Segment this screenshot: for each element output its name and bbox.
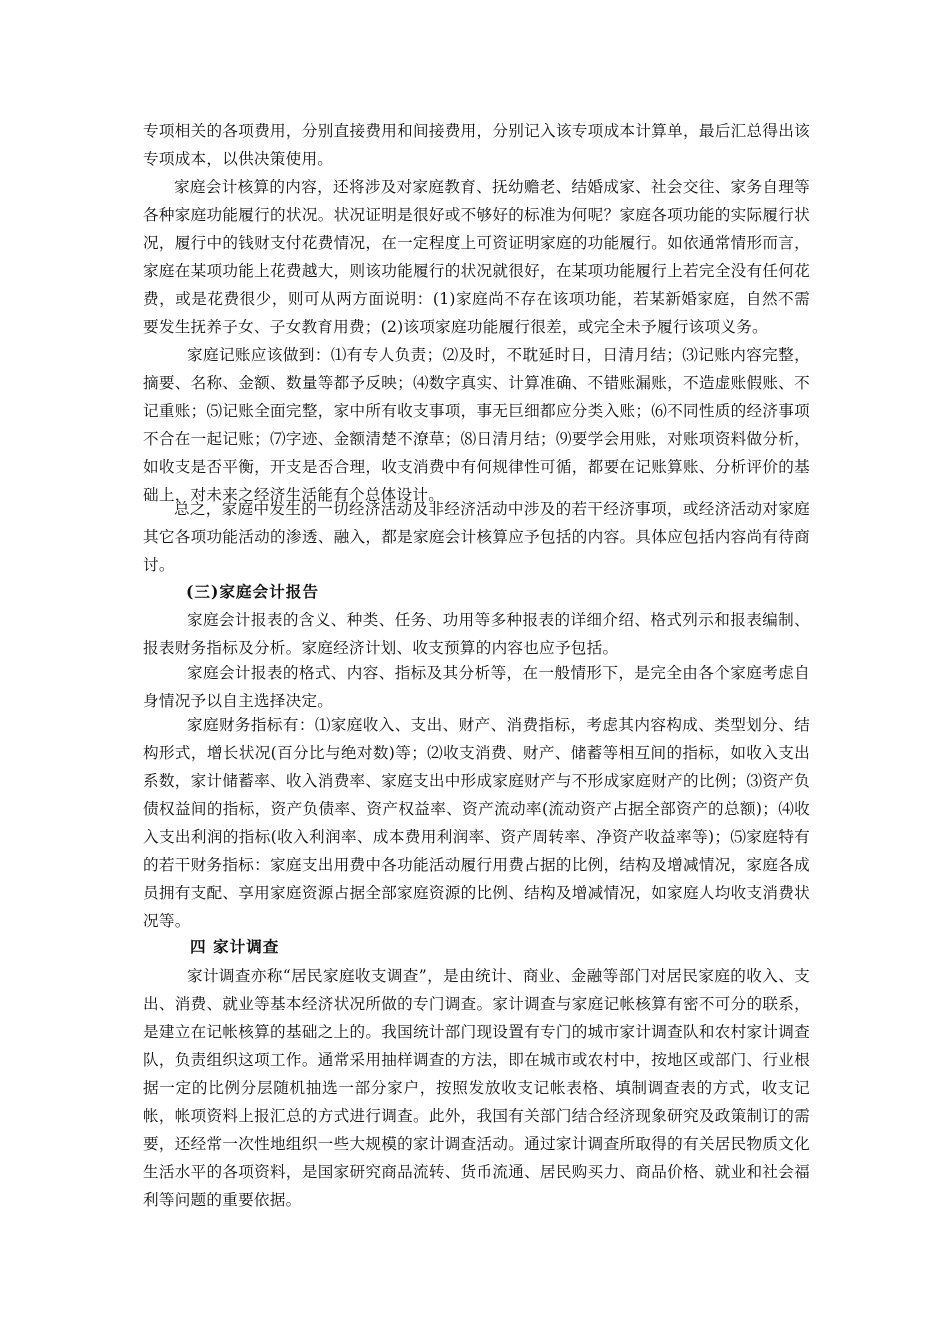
heading-family-accounting-report: (三)家庭会计报告 xyxy=(186,582,319,601)
paragraph-bookkeeping-rules: 家庭记账应该做到：⑴有专人负责；⑵及时，不耽延时日，日清月结；⑶记账内容完整，摘要、名称、金额、数量等都予反映；⑷数字真实、计算准确、不错账漏账，不造虚账假账、不记重账；⑸记账全面完整，家中所有收支事项，事无巨细都应分类入账；⑹不同性质的经济事项不合在一起记账；⑺字迹、金额清楚不潦草；⑻日清月结；⑼要学会用账，对账项资料做分析，如收支是否平衡，开支是否合理，收支消费中有何规律性可循，都要在记账算账、分析评价的基础上，对未来之经济生活能有个总体设计。 xyxy=(143,346,810,504)
paragraph-cost-summary: 专项相关的各项费用，分别直接费用和间接费用，分别记入该专项成本计算单，最后汇总得出该专项成本，以供决策使用。 xyxy=(143,122,810,168)
paragraph-summary: 总之，家庭中发生的一切经济活动及非经济活动中涉及的若干经济事项，或经济活动对家庭其它各项功能活动的渗透、融入，都是家庭会计核算应予包括的内容。具体应包括内容尚有待商讨。 xyxy=(143,500,810,574)
paragraph-financial-indicators: 家庭财务指标有：⑴家庭收入、支出、财产、消费指标，考虑其内容构成、类型划分、结构形式，增长状况(百分比与绝对数)等；⑵收支消费、财产、储蓄等相互间的指标，如收入支出系数，家计储蓄率、收入消费率、家庭支出中形成家庭财产与不形成家庭财产的比例；⑶资产负债权益间的指标，资产负债率、资产权益率、资产流动率(流动资产占据全部资产的总额)；⑷收入支出利润的指标(收入利润率、成本费用利润率、资产周转率、净资产收益率等)；⑸家庭特有的若干财务指标：家庭支出用费中各功能活动履行用费占据的比例，结构及增减情况，家庭各成员拥有支配、享用家庭资源占据全部家庭资源的比例、结构及增减情况，如家庭人均收支消费状况等。 xyxy=(143,716,810,930)
paragraph-report-content: 家庭会计报表的含义、种类、任务、功用等多种报表的详细介绍、格式列示和报表编制、报表财务指标及分析。家庭经济计划、收支预算的内容也应予包括。 xyxy=(143,611,810,657)
heading-household-survey: 四 家计调查 xyxy=(190,937,280,956)
paragraph-household-survey: 家计调查亦称“居民家庭收支调查”，是由统计、商业、金融等部门对居民家庭的收入、支出、消费、就业等基本经济状况所做的专门调查。家计调查与家庭记帐核算有密不可分的联系，是建立在记帐核算的基础之上的。我国统计部门现设置有专门的城市家计调查队和农村家计调查队，负责组织这项工作。通常采用抽样调查的方法，即在城市或农村中，按地区或部门、行业根据一定的比例分层随机抽选一部分家户，按照发放收支记帐表格、填制调查表的方式，收支记帐，帐项资料上报汇总的方式进行调查。此外，我国有关部门结合经济现象研究及政策制订的需要，还经常一次性地组织一些大规模的家计调查活动。通过家计调查所取得的有关居民物质文化生活水平的各项资料，是国家研究商品流转、货币流通、居民购买力、商品价格、就业和社会福利等问题的重要依据。 xyxy=(143,967,810,1209)
paragraph-family-functions: 家庭会计核算的内容，还将涉及对家庭教育、抚幼赡老、结婚成家、社会交往、家务自理等各种家庭功能履行的状况。状况证明是很好或不够好的标准为何呢？家庭各项功能的实际履行状况，履行中的钱财支付花费情况，在一定程度上可资证明家庭的功能履行。如依通常情形而言，家庭在某项功能上花费越大，则该功能履行的状况就很好，在某项功能履行上若完全没有任何花费，或是花费很少，则可从两方面说明：(1)家庭尚不存在该项功能，若某新婚家庭，自然不需要发生抚养子女、子女教育用费；(2)该项家庭功能履行很差，或完全未予履行该项义务。 xyxy=(143,178,810,336)
paragraph-report-format: 家庭会计报表的格式、内容、指标及其分析等，在一般情形下，是完全由各个家庭考虑自身情况予以自主选择决定。 xyxy=(143,664,810,710)
